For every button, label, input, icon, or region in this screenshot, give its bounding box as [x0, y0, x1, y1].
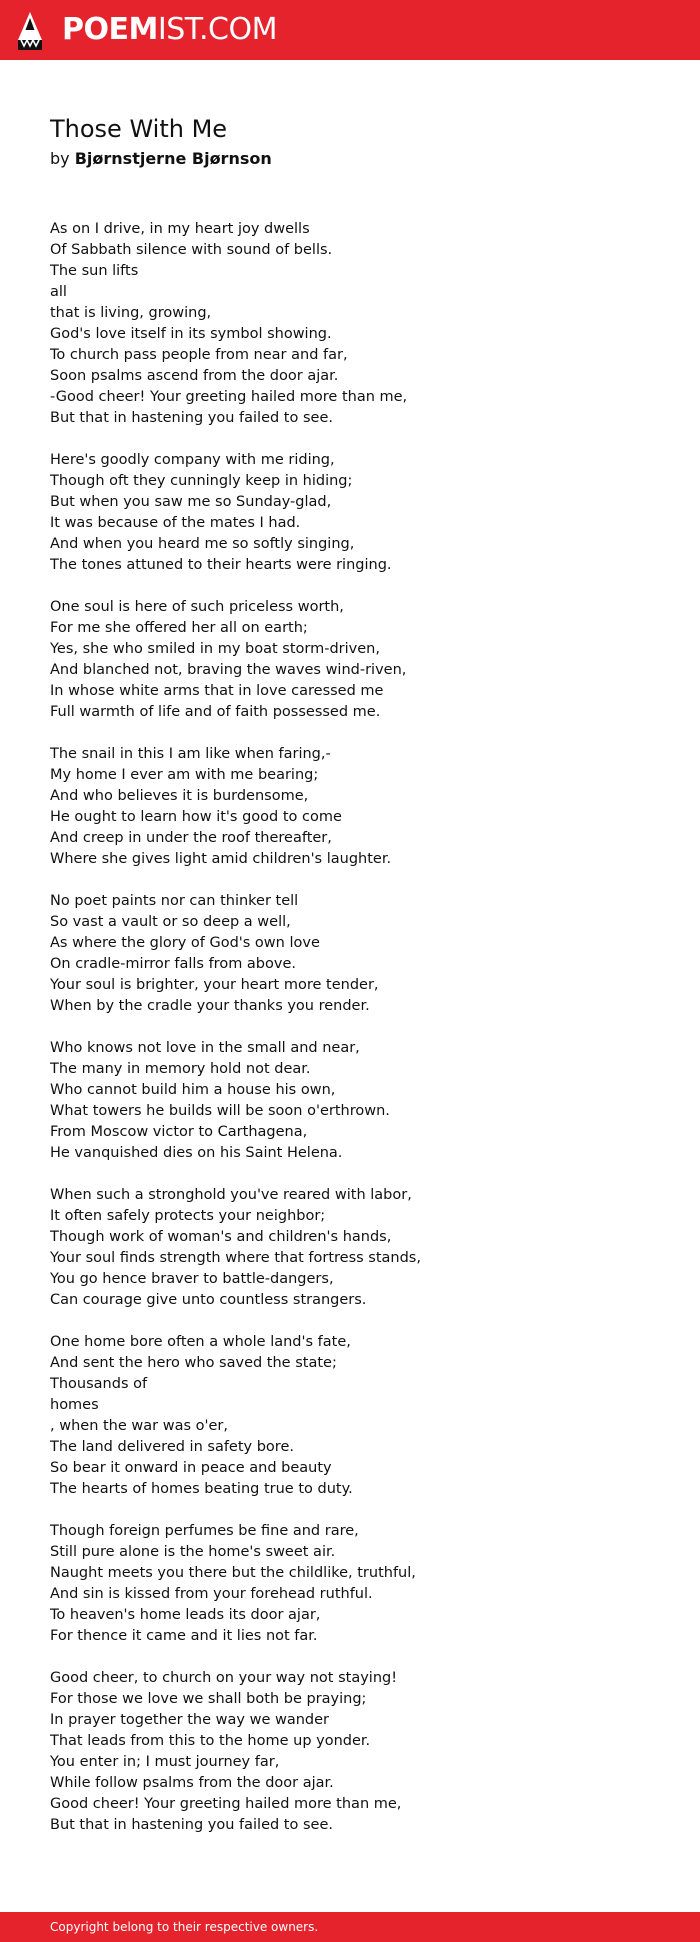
poem-line: One soul is here of such priceless worth, — [50, 599, 344, 615]
poem-line: that is living, growing, — [50, 305, 212, 321]
poem-line: The sun lifts — [50, 263, 139, 279]
poem-line: And sin is kissed from your forehead ruthful. — [50, 1586, 373, 1602]
poem-line: You enter in; I must journey far, — [50, 1754, 280, 1770]
stanza — [50, 1668, 650, 1836]
pencil-tip-icon[interactable] — [17, 11, 43, 51]
site-footer — [0, 1912, 700, 1942]
poem-line: And who believes it is burdensome, — [50, 788, 309, 804]
poem-line: It often safely protects your neighbor; — [50, 1208, 326, 1224]
stanza — [50, 450, 650, 576]
poem-line: -Good cheer! Your greeting hailed more than me, — [50, 389, 408, 405]
site-header — [0, 0, 700, 60]
poem-line: And sent the hero who saved the state; — [50, 1355, 337, 1371]
poem-line: Your soul is brighter, your heart more tender, — [50, 977, 379, 993]
poem-line: Good cheer! Your greeting hailed more than me, — [50, 1796, 402, 1812]
stanza — [50, 219, 650, 429]
stanza — [50, 744, 650, 870]
poem-line: Naught meets you there but the childlike, truthful, — [50, 1565, 416, 1581]
poem-line: The hearts of homes beating true to duty. — [50, 1481, 353, 1497]
poem-line: Still pure alone is the home's sweet air. — [50, 1544, 336, 1560]
author-name: Bjørnstjerne Bjørnson — [74, 149, 272, 168]
poem-line: But when you saw me so Sunday-glad, — [50, 494, 332, 510]
poem-line: Your soul finds strength where that fortress stands, — [50, 1250, 421, 1266]
poem-body — [50, 219, 650, 1857]
poem-line: In prayer together the way we wander — [50, 1712, 329, 1728]
poem-line: And blanched not, braving the waves wind-riven, — [50, 662, 407, 678]
stanza — [50, 1521, 650, 1647]
by-label: by — [50, 149, 70, 168]
poem-line: , when the war was o'er, — [50, 1418, 228, 1434]
poem-line: When such a stronghold you've reared with labor, — [50, 1187, 412, 1203]
poem-line: So bear it onward in peace and beauty — [50, 1460, 332, 1476]
poem-line: Here's goodly company with me riding, — [50, 452, 335, 468]
poem-line: And creep in under the roof thereafter, — [50, 830, 332, 846]
stanza — [50, 891, 650, 1017]
poem-line: He vanquished dies on his Saint Helena. — [50, 1145, 343, 1161]
poem-line: Soon psalms ascend from the door ajar. — [50, 368, 339, 384]
poem-line: To church pass people from near and far, — [50, 347, 348, 363]
poem-line: Who cannot build him a house his own, — [50, 1082, 336, 1098]
stanza — [50, 1332, 650, 1500]
poem-line: My home I ever am with me bearing; — [50, 767, 319, 783]
stanza — [50, 1038, 650, 1164]
poem-line: On cradle-mirror falls from above. — [50, 956, 296, 972]
poem-line: The snail in this I am like when faring,- — [50, 746, 331, 762]
poem-line: But that in hastening you failed to see. — [50, 1817, 333, 1833]
poem-line: From Moscow victor to Carthagena, — [50, 1124, 308, 1140]
brand-bold: POEM — [62, 12, 158, 47]
poem-line: The many in memory hold not dear. — [50, 1061, 311, 1077]
poem-line: Though work of woman's and children's hands, — [50, 1229, 392, 1245]
poem-line: Yes, she who smiled in my boat storm-driven, — [50, 641, 380, 657]
poem-line: For me she offered her all on earth; — [50, 620, 308, 636]
poem-line: For thence it came and it lies not far. — [50, 1628, 318, 1644]
poem-line: It was because of the mates I had. — [50, 515, 301, 531]
poem-line: No poet paints nor can thinker tell — [50, 893, 299, 909]
poem-line: Where she gives light amid children's laughter. — [50, 851, 392, 867]
poem-line: To heaven's home leads its door ajar, — [50, 1607, 321, 1623]
poem-line: As where the glory of God's own love — [50, 935, 320, 951]
poem-title: Those With Me — [50, 115, 228, 143]
poem-line: You go hence braver to battle-dangers, — [50, 1271, 334, 1287]
poem-line: Who knows not love in the small and near, — [50, 1040, 360, 1056]
poem-line: But that in hastening you failed to see. — [50, 410, 333, 426]
brand-light: IST.COM — [157, 12, 277, 47]
site-logo-link[interactable] — [62, 11, 277, 49]
poem-line: As on I drive, in my heart joy dwells — [50, 221, 310, 237]
poem-line: The tones attuned to their hearts were ringing. — [50, 557, 392, 573]
poem-line: God's love itself in its symbol showing. — [50, 326, 332, 342]
poem-line: Of Sabbath silence with sound of bells. — [50, 242, 333, 258]
poem-line: Full warmth of life and of faith possessed me. — [50, 704, 381, 720]
poem-line: Though oft they cunningly keep in hiding; — [50, 473, 353, 489]
poem-line: When by the cradle your thanks you render. — [50, 998, 370, 1014]
poem-line: While follow psalms from the door ajar. — [50, 1775, 334, 1791]
poem-line: For those we love we shall both be praying; — [50, 1691, 367, 1707]
poem-line: In whose white arms that in love caressed me — [50, 683, 384, 699]
poem-line: He ought to learn how it's good to come — [50, 809, 342, 825]
poem-line: Can courage give unto countless strangers. — [50, 1292, 367, 1308]
poem-line: And when you heard me so softly singing, — [50, 536, 355, 552]
poem-line: What towers he builds will be soon o'erthrown. — [50, 1103, 390, 1119]
poem-line: So vast a vault or so deep a well, — [50, 914, 291, 930]
poem-line: Good cheer, to church on your way not staying! — [50, 1670, 398, 1686]
copyright-notice: Copyright belong to their respective owners. — [50, 1920, 319, 1934]
stanza — [50, 597, 650, 723]
poem-line: Thousands of — [50, 1376, 148, 1392]
poem-line: homes — [50, 1397, 99, 1413]
stanza — [50, 1185, 650, 1311]
poem-line: The land delivered in safety bore. — [50, 1439, 294, 1455]
byline — [50, 148, 272, 170]
poem-line: That leads from this to the home up yonder. — [50, 1733, 371, 1749]
poem-line: all — [50, 284, 67, 300]
poem-line: Though foreign perfumes be fine and rare, — [50, 1523, 359, 1539]
poem-line: One home bore often a whole land's fate, — [50, 1334, 351, 1350]
